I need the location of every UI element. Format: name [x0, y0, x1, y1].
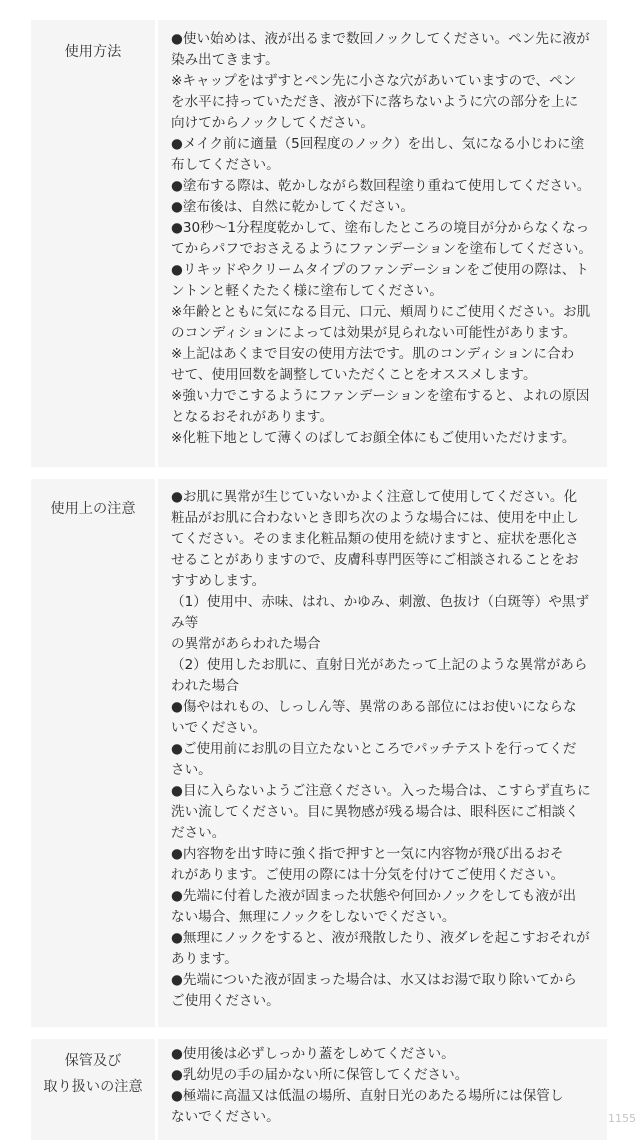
storage-heading-text: 保管及び 取り扱いの注意 [43, 1053, 143, 1095]
usage-line: ●30秒～1分程度乾かして、塗布したところの境目が分からなくなっ てからパフでおさえるようにファンデーションを塗布してください。 [171, 220, 592, 257]
caution-line: ●お肌に異常が生じていないかよく注意して使用してください。化 粧品がお肌に合わないとき即ち次のような場合には、使用を中止し てください。そのまま化粧品類の使用を続けますと、症状を悪化さ せることがありますので、皮膚科専門医等にご相談されることをお すすめします。 [171, 489, 579, 589]
section-heading-storage [31, 1039, 158, 1140]
usage-line: ※年齢とともに気になる目元、口元、頬周りにご使用ください。お肌 のコンディションによっては効果が見られない可能性があります。 [171, 304, 591, 341]
caution-line: （1）使用中、赤味、はれ、かゆみ、刺激、色抜け（白斑等）や黒ずみ等 の異常があらわれた場合 [171, 594, 590, 652]
caution-line: ●先端についた液が固まった場合は、水又はお湯で取り除いてから ご使用ください。 [171, 972, 577, 1009]
caution-line: ●傷やはれもの、しっしん等、異常のある部位にはお使いにならな いでください。 [171, 699, 577, 736]
caution-line: ●目に入らないようご注意ください。入った場合は、こすらず直ちに 洗い流してください。目に異物感が残る場合は、眼科医にご相談く ださい。 [171, 783, 591, 841]
section-body-storage [158, 1039, 607, 1140]
storage-section [31, 1039, 607, 1140]
caution-line: ●ご使用前にお肌の目立たないところでパッチテストを行ってくだ さい。 [171, 741, 577, 778]
section-body-cautions [158, 479, 607, 1027]
storage-line: ●乳幼児の手の届かない所に保管してください。 [171, 1067, 469, 1083]
cautions-section [31, 479, 607, 1027]
usage-section [31, 20, 607, 467]
caution-line: （2）使用したお肌に、直射日光があたって上記のような異常があら われた場合 [171, 657, 588, 694]
usage-line: ●使い始めは、液が出るまで数回ノックしてください。ペン先に液が 染み出てきます。 [171, 31, 590, 68]
caution-line: ●内容物を出す時に強く指で押すと一気に内容物が飛び出るおそ れがあります。ご使用の際には十分気を付けてご使用ください。 [171, 846, 565, 883]
page-number: 1155 [608, 1112, 636, 1125]
caution-line: ●先端に付着した液が固まった状態や何回かノックをしても液が出 ない場合、無理にノックをしないでください。 [171, 888, 577, 925]
usage-line: ※化粧下地として薄くのばしてお顔全体にもご使用いただけます。 [171, 430, 576, 446]
usage-line: ※上記はあくまで目安の使用方法です。肌のコンディションに合わ せて、使用回数を調整していただくことをオススメします。 [171, 346, 575, 383]
storage-line: ●極端に高温又は低温の場所、直射日光のあたる場所には保管し ないでください。 [171, 1088, 564, 1125]
product-info-table [31, 20, 607, 1140]
usage-line: ※強い力でこするようにファンデーションを塗布すると、よれの原因 となるおそれがあります。 [171, 388, 590, 425]
caution-line: ●無理にノックをすると、液が飛散したり、液ダレを起こすおそれが あります。 [171, 930, 590, 967]
section-body-usage [158, 20, 607, 467]
storage-line: ●使用後は必ずしっかり蓋をしめてください。 [171, 1046, 455, 1062]
usage-line: ●塗布する際は、乾かしながら数回程塗り重ねて使用してください。 [171, 178, 591, 194]
section-heading-usage: 使用方法 [31, 20, 158, 467]
usage-line: ●メイク前に適量（5回程度のノック）を出し、気になる小じわに塗 布してください。 [171, 136, 585, 173]
usage-line: ※キャップをはずすとペン先に小さな穴があいていますので、ペン を水平に持っていただき、液が下に落ちないように穴の部分を上に 向けてからノックしてください。 [171, 73, 579, 131]
usage-line: ●塗布後は、自然に乾かしてください。 [171, 199, 414, 215]
usage-line: ●リキッドやクリームタイプのファンデーションをご使用の際は、ト ントンと軽くたたく様に塗布してください。 [171, 262, 589, 299]
section-heading-cautions: 使用上の注意 [31, 479, 158, 1027]
